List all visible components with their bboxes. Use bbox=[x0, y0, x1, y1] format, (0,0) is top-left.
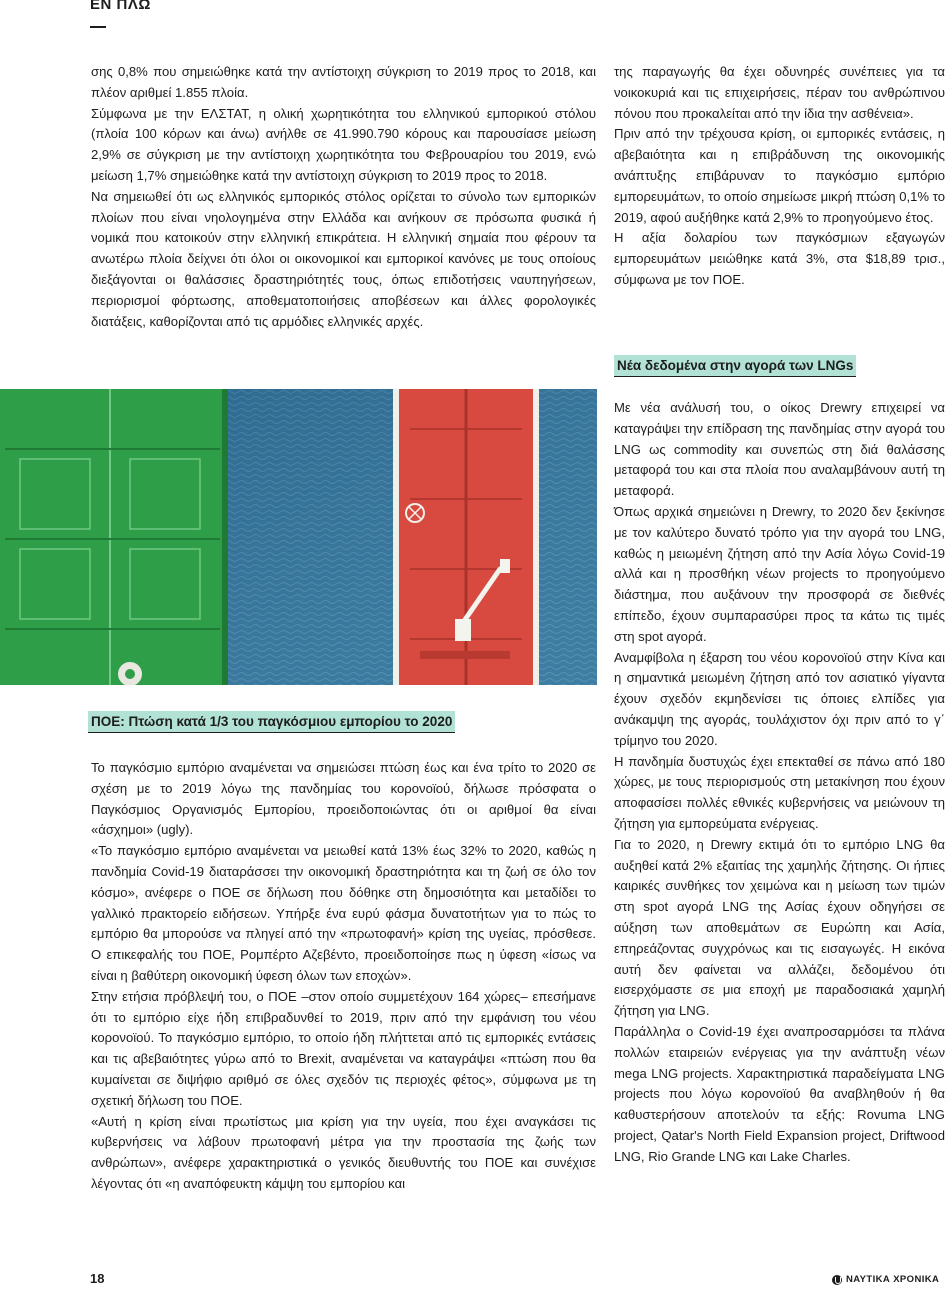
paragraph: της παραγωγής θα έχει οδυνηρές συνέπειες για τα νοικοκυριά και τις επιχειρήσεις, πέραν του ανθρώπινου πόνου που προκαλείται από την ίδια την ασθένεια». bbox=[614, 64, 945, 121]
publication-brand bbox=[832, 1274, 939, 1285]
wto-section-heading: ΠΟΕ: Πτώση κατά 1/3 του παγκόσμιου εμπορίου το 2020 bbox=[88, 711, 455, 733]
paragraph: Αναμφίβολα η έξαρση του νέου κορονοϊού στην Κίνα και η σημαντικά μειωμένη ζήτηση από τον ασιατικό γίγαντα έχουν σχεδόν εκμηδενίσει τις όποιες ελπίδες για ανάκαμψη της αγοράς, τουλάχιστον όχι πριν από το γ΄ τρίμηνο του 2020. bbox=[614, 649, 945, 748]
page-number: 18 bbox=[90, 1271, 105, 1286]
paragraph: Η πανδημία δυστυχώς έχει επεκταθεί σε πάνω από 180 χώρες, με τους περιορισμούς στη μετακίνηση που έχουν αποφασίσει πολλές εθνικές κυβερνήσεις να μειώνουν τη ζήτηση για εμπορεύματα ενέργειας. bbox=[614, 753, 945, 831]
lng-section-heading: Νέα δεδομένα στην αγορά των LNGs bbox=[614, 355, 856, 377]
article-column-right-top bbox=[614, 62, 945, 291]
paragraph: Για το 2020, η Drewry εκτιμά ότι το εμπόριο LNG θα αυξηθεί κατά 2% εξαιτίας της χαμηλής ζήτησης. Οι ήπιες καιρικές συνθήκες τον χειμώνα και η μείωση των τιμών στη spot αγορά LNG της Ασίας έχουν οδηγήσει σε αύξηση των αποθεμάτων σε Ευρώπη και Ασία, επηρεάζοντας συγχρόνως και τις εισαγωγές. Η εικόνα αυτή δεν φαίνεται να αλλάζει, δεδομένου ότι εισερχόμαστε σε μια εποχή με παραδοσιακά χαμηλή ζήτηση για LNG. bbox=[614, 836, 945, 1019]
section-divider bbox=[90, 26, 106, 28]
article-column-right-bottom bbox=[614, 398, 945, 1167]
paragraph: Όπως αρχικά σημειώνει η Drewry, το 2020 δεν ξεκίνησε με τον καλύτερο δυνατό τρόπο για την αγορά του LNG, καθώς η μειωμένη ζήτηση από την Ασία λόγω Covid-19 αλλά και η προσθήκη νέων projects το προηγούμενο διάστημα, που αυξάνουν την προσφορά σε διεθνές επίπεδο, έχουν συμπαρασύρει προς τα κάτω τις τιμές στη spot αγορά. bbox=[614, 503, 945, 644]
ships-aerial-photo bbox=[0, 389, 597, 685]
publication-name: ΝΑΥΤΙΚΑ ΧΡΟΝΙΚΑ bbox=[846, 1274, 940, 1285]
section-label: ΕΝ ΠΛΩ bbox=[90, 0, 151, 13]
paragraph: Με νέα ανάλυσή του, ο οίκος Drewry επιχειρεί να καταγράψει την επίδραση της πανδημίας στην αγορά του LNG ως commodity και συνεπώς στη διά θαλάσσης μεταφορά του και στα πλοία που αναλαμβάνουν αυτή τη μεταφορά. bbox=[614, 400, 945, 499]
paragraph: «Αυτή η κρίση είναι πρωτίστως μια κρίση για την υγεία, που έχει αναγκάσει τις κυβερνήσεις να λάβουν πρωτοφανή μέτρα για την προστασία της ζωής των ανθρώπων», ανέφερε χαρακτηριστικά ο γενικός διευθυντής του ΠΟΕ και συνέχισε λέγοντας ότι «η αναπόφευκτη κάμψη του εμπορίου και bbox=[91, 1113, 596, 1191]
paragraph: Το παγκόσμιο εμπόριο αναμένεται να σημειώσει πτώση έως και ένα τρίτο το 2020 σε σχέση με το 2019 λόγω της πανδημίας του κορονοϊού, δήλωσε πρόσφατα ο Παγκόσμιος Οργανισμός Εμπορίου, προειδοποιώντας ότι οι αριθμοί θα είναι «άσχημοι» (ugly). bbox=[91, 760, 596, 838]
article-column-left-bottom bbox=[91, 758, 596, 1195]
paragraph: «Το παγκόσμιο εμπόριο αναμένεται να μειωθεί κατά 13% έως 32% το 2020, καθώς η πανδημία Covid-19 διαταράσσει την οικονομική δραστηριότητα και τη ζωή σε όλο τον κόσμο», ανέφερε ο ΠΟΕ σε δήλωση που δόθηκε στη δημοσιότητα και μεταδίδει το γαλλικό πρακτορείο ειδήσεων. Υπήρξε ένα ευρύ φάσμα δυνατοτήτων για το πώς το εμπόριο θα μπορούσε να πληγεί από την «πρωτοφανή» κρίση της υγείας, πρόσθεσε. Ο επικεφαλής του ΠΟΕ, Ρομπέρτο Αζεβέντο, προειδοποίησε πως η ύφεση «ίσως να είναι η βαθύτερη οικονομική ύφεση όλων των εποχών». bbox=[91, 843, 596, 983]
paragraph: Παράλληλα ο Covid-19 έχει αναπροσαρμόσει τα πλάνα πολλών εταιρειών ενέργειας για την ανάπτυξη νέων mega LNG projects. Χαρακτηριστικά παραδείγματα LNG projects που λόγω κορονοϊού θα αναβληθούν ή θα καθυστερήσουν αποτελούν τα εξής: Rovuma LNG project, Qatar's North Field Expansion project, Driftwood LNG, Rio Grande LNG και Lake Charles. bbox=[614, 1023, 945, 1164]
paragraph: Στην ετήσια πρόβλεψή του, ο ΠΟΕ –στον οποίο συμμετέχουν 164 χώρες– επεσήμανε ότι το εμπόριο είχε ήδη επιβραδυνθεί το 2019, πριν από την εμφάνιση του νέου κορονοϊού. Το παγκόσμιο εμπόριο, το οποίο ήδη πλήττεται από τις εμπορικές εντάσεις και τις αβεβαιότητες γύρω από το Brexit, αναμένεται να καταγράψει «πτώση που θα κυμαίνεται σε διψήφιο αριθμό σε όλες σχεδόν τις περιοχές φέτος», σύμφωνα με τη σχετική δήλωση του ΠΟΕ. bbox=[91, 988, 596, 1108]
paragraph: σης 0,8% που σημειώθηκε κατά την αντίστοιχη σύγκριση το 2019 προς το 2018, και πλέον αριθμεί 1.855 πλοία. bbox=[91, 64, 596, 100]
paragraph: Σύμφωνα με την ΕΛΣΤΑΤ, η ολική χωρητικότητα του ελληνικού εμπορικού στόλου (πλοία 100 κόρων και άνω) ανήλθε σε 41.990.790 κόρους και παρουσίασε μείωση 2,9% σε σύγκριση με την αντίστοιχη χωρητικότητα του Φεβρουαρίου του 2019, ενώ μείωση 1,7% σημειώθηκε κατά την αντίστοιχη σύγκριση το 2019 προς το 2018. bbox=[91, 105, 596, 183]
paragraph: Πριν από την τρέχουσα κρίση, οι εμπορικές εντάσεις, η αβεβαιότητα και η επιβράδυνση της οικονομικής ανάπτυξης επιβάρυναν το παγκόσμιο εμπόριο εμπορευμάτων, το οποίο σημείωσε μικρή πτώση 0,1% το 2019, αφού αυξήθηκε κατά 2,9% το προηγούμενο έτος. bbox=[614, 126, 945, 225]
anchor-logo-icon bbox=[832, 1275, 842, 1285]
article-column-left-top bbox=[91, 62, 596, 332]
paragraph: Η αξία δολαρίου των παγκόσμιων εξαγωγών εμπορευμάτων μειώθηκε κατά 3%, στα $18,89 τρισ., σύμφωνα με τον ΠΟΕ. bbox=[614, 230, 945, 287]
paragraph: Να σημειωθεί ότι ως ελληνικός εμπορικός στόλος ορίζεται το σύνολο των εμπορικών πλοίων που είναι νηολογημένα στην Ελλάδα και ανήκουν σε πρόσωπα φυσικά ή νομικά που κατοικούν στην ελληνική επικράτεια. Η ελληνική σημαία που φέρουν τα ανωτέρω πλοία δείχνει ότι όλοι οι οικονομικοί και εμπορικοί κανόνες με τους οποίους διεξάγονται οι θαλάσσιες δραστηριότητές τους, όπως επιδοτήσεις ναυπηγήσεων, περιορισμοί φόρτωσης, αποθεματοποιήσεις αποβέσεων και άλλες φορολογικές διατάξεις, καθορίζονται από τις αρμόδιες ελληνικές αρχές. bbox=[91, 188, 596, 329]
